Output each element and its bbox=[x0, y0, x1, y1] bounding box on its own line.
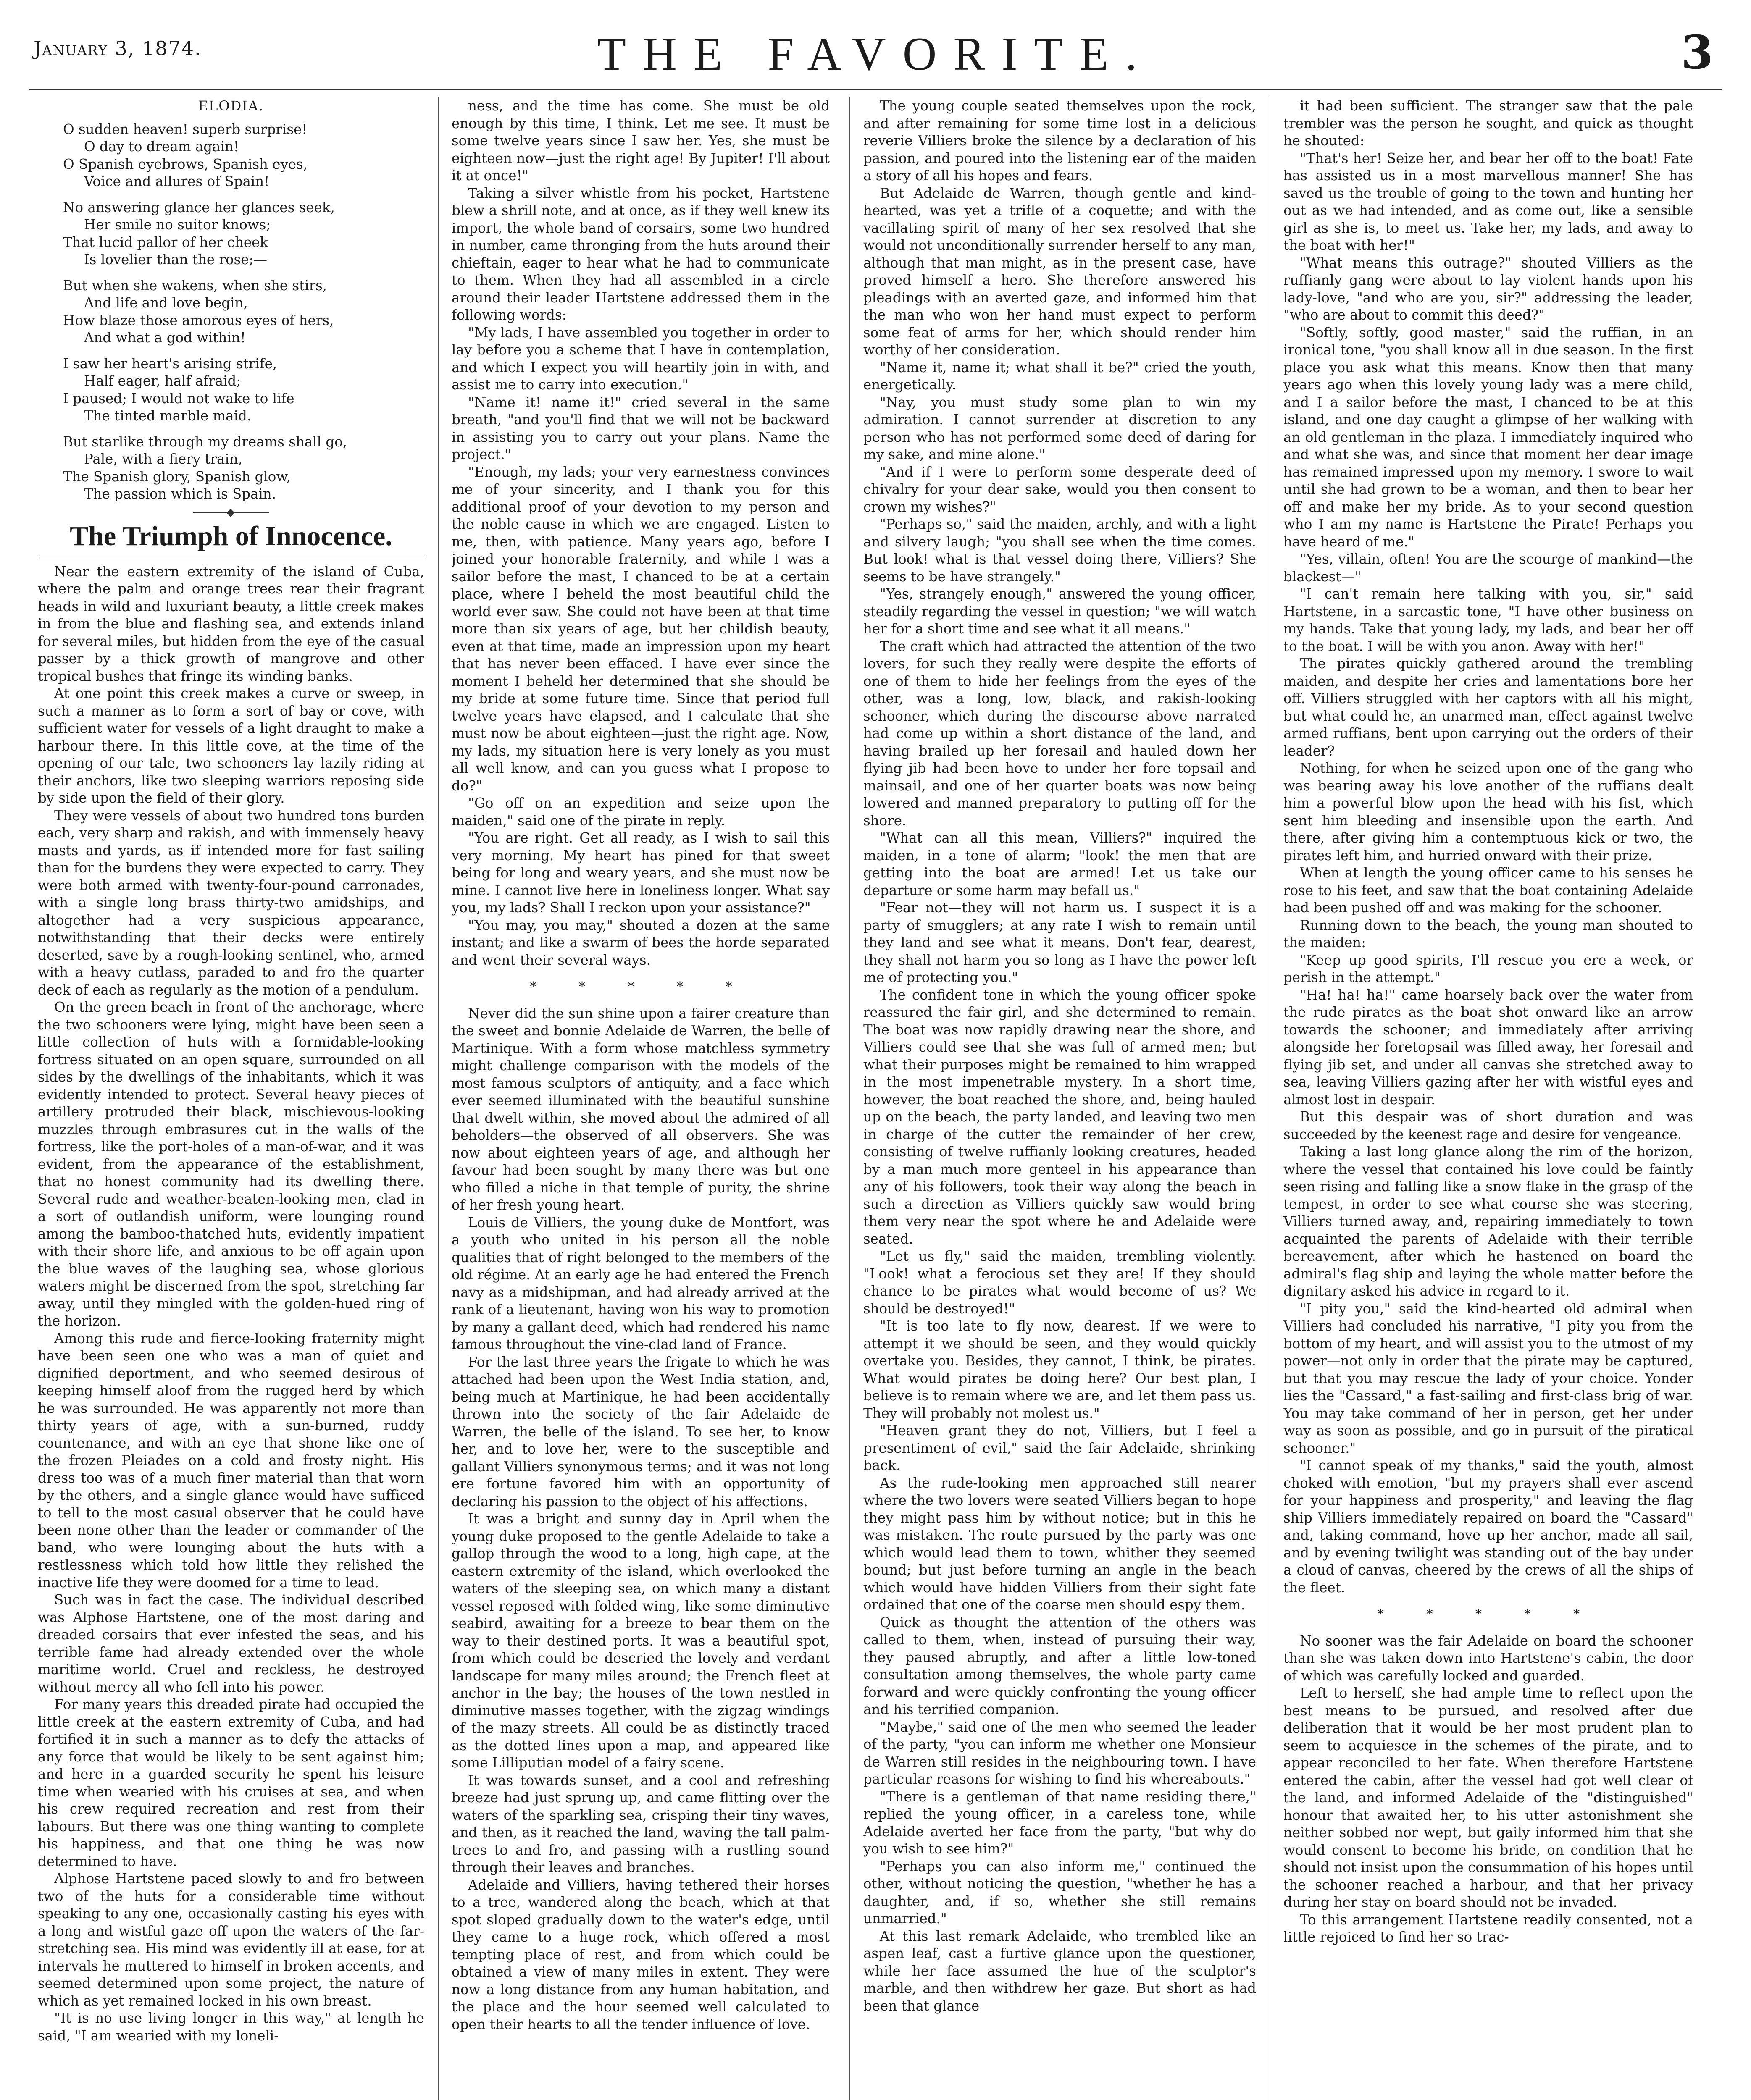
story-paragraph: "Name it! name it!" cried several in the same breath, "and you'll find that we will not be backward in assisting you to carry out your plans. Name the project." bbox=[452, 394, 830, 462]
column-2 bbox=[452, 97, 830, 2100]
story-paragraph: The young couple seated themselves upon the rock, and after remaining for some time lost in a delicious reverie Villiers broke the silence by a declaration of his passion, and poured into the listening ear of the maiden a story of all his hopes and fears. bbox=[863, 98, 1256, 184]
story-paragraph: "Maybe," said one of the men who seemed the leader of the party, "you can inform me whether one Monsieur de Warren still resides in the neighbouring town. I have particular reasons for wishing to find his whereabouts." bbox=[863, 1719, 1256, 1787]
poem-line: But when she wakens, when she stirs, bbox=[63, 277, 327, 294]
poem-line: And what a god within! bbox=[84, 330, 246, 346]
story-paragraph: "Nay, you must study some plan to win my admiration. I cannot surrender at discretion to any person who has not performed some deed of daring for my sake, and mine alone." bbox=[863, 394, 1256, 462]
story-paragraph: "Enough, my lads; your very earnestness convinces me of your sincerity, and I thank you for this additional proof of your devotion to my person and the noble cause in which we are engaged. Listen to me, then, with patience. Many years ago, before I joined your honorable fraternity, and while I was a sailor before the mast, I chanced to be at a certain place, where I beheld the most beautiful child the world ever saw. She could not have been at that time more than six years of age, but her childish beauty, even at that time, made an impression upon my heart that has never been effaced. I have ever since the moment I beheld her determined that she should be my bride at some future time. Since that period full twelve years have elapsed, and I calculate that she must now be about eighteen—just the right age. Now, my lads, my situation here is very lonely as you must all well know, and can you guess what I propose to do?" bbox=[452, 464, 830, 794]
story-paragraph: At one point this creek makes a curve or sweep, in such a manner as to form a sort of bay or cove, with sufficient water for vessels of a light draught to make a harbour there. In this little cove, at the time of the opening of our tale, two schooners lay lazily riding at their anchors, like two sleeping warriors reposing side by side upon the field of their glory. bbox=[38, 685, 424, 806]
story-paragraph: "Perhaps you can also inform me," continued the other, without noticing the question, "whether he has a daughter, and, if so, whether she still remains unmarried." bbox=[863, 1858, 1256, 1927]
poem-line: Half eager, half afraid; bbox=[84, 373, 241, 389]
section-break-stars: * * * * * bbox=[1377, 1607, 1599, 1622]
poem-line: I paused; I would not wake to life bbox=[63, 390, 294, 407]
poem-line: Pale, with a fiery train, bbox=[84, 451, 243, 467]
story-paragraph: Taking a last long glance along the rim of the horizon, where the vessel that contained his love could be faintly seen rising and falling like a snow flake in the grasp of the tempest, in order to see what course she was steering, Villiers turned away, and, repairing immediately to town acquainted the parents of Adelaide with their terrible bereavement, after which he hastened on board the admiral's flag ship and laying the whole matter before the dignitary asked his advice in regard to it. bbox=[1283, 1144, 1693, 1299]
story-paragraph: "There is a gentleman of that name residing there," replied the young officer, in a careless tone, while Adelaide averted her face from the party, "but why do you wish to see him?" bbox=[863, 1788, 1256, 1857]
story-paragraph: "Yes, villain, often! You are the scourge of mankind—the blackest—" bbox=[1283, 551, 1693, 585]
story-paragraph: Quick as thought the attention of the others was called to them, when, instead of pursuing their way, they paused abruptly, and after a little low-toned consultation among themselves, the whole party came forward and were quickly confronting the young officer and his terrified companion. bbox=[863, 1614, 1256, 1717]
story-paragraph: "That's her! Seize her, and bear her off to the boat! Fate has assisted us in a most marvellous manner! She has saved us the trouble of going to the town and hunting her out as we had intended, and as come out, like a sensible girl as she is, to meet us. Take her, my lads, and away to the boat with her!" bbox=[1283, 150, 1693, 253]
story-paragraph: The pirates quickly gathered around the trembling maiden, and despite her cries and lamentations bore her off. Villiers struggled with her captors with all his might, but what could he, an unarmed man, effect against twelve armed ruffians, bent upon carrying out the orders of their leader? bbox=[1283, 656, 1693, 759]
story-text-column-1 bbox=[38, 563, 424, 2045]
poem-line: No answering glance her glances seek, bbox=[63, 199, 335, 215]
story-paragraph: "It is too late to fly now, dearest. If we were to attempt it we should be seen, and they would quickly overtake you. Besides, they cannot, I think, be pirates. What would pirates be doing here? Our best plan, I believe is to remain where we are, and let them pass us. They will probably not molest us." bbox=[863, 1318, 1256, 1421]
section-divider bbox=[193, 512, 269, 513]
story-paragraph: ness, and the time has come. She must be old enough by this time, I think. Let me see. It must be some twelve years since I saw her. Yes, she must be eighteen now—just the right age! By Jupiter! I'll about it at once!" bbox=[452, 98, 830, 184]
story-paragraph: Taking a silver whistle from his pocket, Hartstene blew a shrill note, and at once, as if they well knew its import, the whole band of corsairs, some two hundred in number, came thronging from the huts around their chieftain, eager to hear what he had to communicate to them. When they had all assembled in a circle around their leader Hartstene addressed them in the following words: bbox=[452, 185, 830, 323]
poem-stanza bbox=[63, 199, 424, 269]
story-paragraph: "What can all this mean, Villiers?" inquired the maiden, in a tone of alarm; "look! the men that are getting into the boat are armed! Let us take our departure or some harm may befall us." bbox=[863, 830, 1256, 898]
story-paragraph: As the rude-looking men approached still nearer where the two lovers were seated Villiers began to hope they might pass him by without notice; but in this he was mistaken. The route pursued by the party was one which would lead them to town, whither they seemed bound; but just before turning an angle in the beach which would have hidden Villiers from their sight fate ordained that one of the coarse men should espy them. bbox=[863, 1475, 1256, 1613]
poem-stanza bbox=[63, 121, 424, 191]
poem-line: Is lovelier than the rose;— bbox=[84, 252, 267, 268]
story-paragraph: "I can't remain here talking with you, sir," said Hartstene, in a sarcastic tone, "I have other business on my hands. Take that young lady, my lads, and bear her off to the boat. I will be with you anon. Away with her!" bbox=[1283, 586, 1693, 654]
story-paragraph: No sooner was the fair Adelaide on board the schooner than she was taken down into Hartstene's cabin, the door of which was carefully locked and guarded. bbox=[1283, 1633, 1693, 1684]
poem-line: That lucid pallor of her cheek bbox=[63, 234, 268, 250]
poem-line: I saw her heart's arising strife, bbox=[63, 355, 277, 372]
story-paragraph: "What means this outrage?" shouted Villiers as the ruffianly gang were about to lay violent hands upon his lady-love, "and who are you, sir?" addressing the leader, "who are about to commit this deed?" bbox=[1283, 255, 1693, 323]
story-paragraph: At this last remark Adelaide, who trembled like an aspen leaf, cast a furtive glance upon the questioner, while her face assumed the hue of the sculptor's marble, and then withdrew her gaze. But short as had been that glance bbox=[863, 1928, 1256, 2014]
story-paragraph: "I cannot speak of my thanks," said the youth, almost choked with emotion, "but my prayers shall ever ascend for your happiness and prosperity," and leaving the flag ship Villiers immediately repaired on board the "Cassard" and, taking command, hove up her anchor, made all sail, and by evening twilight was standing out of the bay under a cloud of canvas, cheered by the crews of all the ships of the fleet. bbox=[1283, 1457, 1693, 1596]
masthead bbox=[34, 13, 1717, 84]
story-paragraph: Alphose Hartstene paced slowly to and fro between two of the huts for a considerable time without speaking to any one, occasionally casting his eyes with a long and wistful gaze off upon the waters of the far-stretching sea. His mind was evidently ill at ease, for at intervals he muttered to himself in broken accents, and seemed determined upon some project, the nature of which as yet remained locked in his own breast. bbox=[38, 1871, 424, 2009]
column-rule bbox=[438, 97, 439, 2100]
story-paragraph: To this arrangement Hartstene readily consented, not a little rejoiced to find her so trac- bbox=[1283, 1911, 1693, 1945]
issue-date: January 3, 1874. bbox=[34, 37, 202, 60]
poem-line: O day to dream again! bbox=[84, 139, 239, 155]
story-paragraph: It was towards sunset, and a cool and refreshing breeze had just sprung up, and came flitting over the waters of the sparkling sea, crisping their tiny waves, and then, as it reached the land, waving the tall palm-trees to and fro, and passing with a rustling sound through their leaves and branches. bbox=[452, 1772, 830, 1875]
story-paragraph: "Name it, name it; what shall it be?" cried the youth, energetically. bbox=[863, 359, 1256, 393]
story-paragraph: Louis de Villiers, the young duke de Montfort, was a youth who united in his person all the noble qualities that of right belonged to the members of the old régime. At an early age he had entered the French navy as a midshipman, and had already arrived at the rank of a lieutenant, having won his way to promotion by many a gallant deed, which had rendered his name famous throughout the vine-clad land of France. bbox=[452, 1214, 830, 1352]
column-4 bbox=[1283, 97, 1693, 2100]
story-paragraph: For many years this dreaded pirate had occupied the little creek at the eastern extremity of Cuba, and had fortified it in such a manner as to defy the attacks of any force that would be likely to be sent against him; and here in a guarded security he spent his leisure time when wearied with his cruises at sea, and when his crew required recreation and rest from their labours. But there was one thing wanting to complete his happiness, and that one thing he was now determined to have. bbox=[38, 1696, 424, 1869]
poem-stanza bbox=[63, 433, 424, 503]
story-paragraph: Never did the sun shine upon a fairer creature than the sweet and bonnie Adelaide de Warren, the belle of Martinique. With a form whose matchless symmetry might challenge comparison with the models of the most famous sculptors of antiquity, and a face which ever seemed illuminated with the beautiful sunshine that dwelt within, she moved about the admired of all beholders—the observed of all observers. She was now about eighteen years of age, and although her favour had been sought by many there was but one who filled a niche in that temple of purity, the shrine of her fresh young heart. bbox=[452, 1005, 830, 1213]
story-paragraph: "You may, you may," shouted a dozen at the same instant; and like a swarm of bees the horde separated and went their several ways. bbox=[452, 917, 830, 968]
poem-line: Voice and allures of Spain! bbox=[84, 173, 270, 189]
masthead-rule bbox=[29, 89, 1722, 90]
story-paragraph: "It is no use living longer in this way," at length he said, "I am wearied with my loneli- bbox=[38, 2010, 424, 2044]
story-paragraph: Such was in fact the case. The individual described was Alphose Hartstene, one of the most daring and dreaded corsairs that ever infested the seas, and his terrible fame had already extended over the whole maritime world. Cruel and reckless, he destroyed without mercy all who fell into his power. bbox=[38, 1592, 424, 1695]
story-paragraph: "My lads, I have assembled you together in order to lay before you a scheme that I have in contemplation, and which I expect you will heartily join in with, and assist me to carry into execution." bbox=[452, 324, 830, 393]
story-paragraph: But Adelaide de Warren, though gentle and kind-hearted, was yet a trifle of a coquette; and with the vacillating spirit of many of her sex resolved that she would not unconditionally surrender herself to any man, although that man might, as in the present case, have proved himself a hero. She therefore answered his pleadings with an averted gaze, and informed him that the man who won her hand must expect to perform some feat of arms for her, which should render him worthy of her consideration. bbox=[863, 185, 1256, 358]
story-paragraph: "You are right. Get all ready, as I wish to sail this very morning. My heart has pined for that sweet being for long and weary years, and she must now be mine. I cannot live here in loneliness longer. What say you, my lads? Shall I reckon upon your assistance?" bbox=[452, 830, 830, 916]
story-paragraph: Left to herself, she had ample time to reflect upon the best means to be pursued, and resolved after due deliberation that it would be her most prudent plan to seem to acquiesce in the schemes of the pirate, and to appear reconciled to her fate. When therefore Hartstene entered the cabin, after the vessel had got well clear of the land, and informed Adelaide of the "distinguished" honour that awaited her, to his utter astonishment she neither sobbed nor wept, but gaily informed him that she would consent to become his bride, on condition that he should not insist upon the consummation of his hopes until the schooner reached a harbour, and that her privacy during her stay on board should not be invaded. bbox=[1283, 1685, 1693, 1910]
story-paragraph: Nothing, for when he seized upon one of the gang who was bearing away his love another of the ruffians dealt him a powerful blow upon the head with his fist, which sent him bleeding and insensible upon the earth. And there, after giving him a contemptuous kick or two, the pirates left him, and hurried onward with their prize. bbox=[1283, 760, 1693, 864]
story-paragraph: "Perhaps so," said the maiden, archly, and with a light and silvery laugh; "you shall see when the time comes. But look! what is that vessel doing there, Villiers? She seems to be have strangely." bbox=[863, 516, 1256, 585]
poem-line: O Spanish eyebrows, Spanish eyes, bbox=[63, 156, 308, 172]
story-paragraph: On the green beach in front of the anchorage, where the two schooners were lying, might have been seen a little collection of huts with a formidable-looking fortress situated on an open square, surrounded on all sides by the dwellings of the inhabitants, which it was evidently intended to protect. Several heavy pieces of artillery protruded their black, mischievous-looking muzzles through embrasures cut in the walls of the fortress, like the port-holes of a man-of-war, and it was evident, from the appearance of the establishment, that no honest community had its dwelling there. Several rude and weather-beaten-looking men, clad in a sort of outlandish uniform, were lounging round among the bamboo-thatched huts, evidently impatient with their shore life, and anxious to be off again upon the blue waves of the laughing sea, whose glorious waters might be discerned from the spot, stretching far away, until they mingled with the golden-hued ring of the horizon. bbox=[38, 999, 424, 1329]
story-paragraph: "Let us fly," said the maiden, trembling violently. "Look! what a ferocious set they are! If they should chance to be pirates what would become of us? We should be destroyed!" bbox=[863, 1248, 1256, 1317]
page-number: 3 bbox=[1681, 25, 1713, 79]
poem-title: ELODIA. bbox=[198, 98, 264, 114]
poem-stanza bbox=[63, 355, 424, 425]
story-paragraph: The craft which had attracted the attention of the two lovers, for such they really were despite the efforts of one of them to hide her feelings from the eyes of the other, was a long, low, black, and rakish-looking schooner, which during the discourse above narrated had come up within a short distance of the land, and having brailed up her foresail and hauled down her flying jib had been hove to under her fore topsail and mainsail, and one of her quarter boats was now being lowered and manned preparatory to putting off for the shore. bbox=[863, 638, 1256, 829]
story-paragraph: "Fear not—they will not harm us. I suspect it is a party of smugglers; at any rate I wish to remain until they land and see what it means. Don't fear, dearest, they shall not harm you so long as I have the power left me of protecting you." bbox=[863, 900, 1256, 985]
column-1 bbox=[38, 97, 424, 2100]
poem-line: How blaze those amorous eyes of hers, bbox=[63, 312, 334, 328]
newspaper-title: THE FAVORITE. bbox=[597, 28, 1154, 80]
poem-line: The passion which is Spain. bbox=[84, 486, 276, 502]
column-3 bbox=[863, 97, 1256, 2100]
story-paragraph: "Yes, strangely enough," answered the young officer, steadily regarding the vessel in question; "we will watch her for a short time and see what it all means." bbox=[863, 586, 1256, 637]
poem-line: The tinted marble maid. bbox=[84, 408, 252, 424]
story-paragraph: "Keep up good spirits, I'll rescue you ere a week, or perish in the attempt." bbox=[1283, 952, 1693, 985]
poem-stanza bbox=[63, 277, 424, 347]
story-paragraph: "I pity you," said the kind-hearted old admiral when Villiers had concluded his narrative, "I pity you from the bottom of my heart, and will assist you to the utmost of my power—not only in order that the pirate may be captured, but that you may rescue the lady of your choice. Yonder lies the "Cassard," a fast-sailing and first-class brig of war. You may take command of her in person, get her under way as soon as possible, and go in pursuit of the piratical schooner." bbox=[1283, 1300, 1693, 1456]
story-paragraph: For the last three years the frigate to which he was attached had been upon the West India station, and, being much at Martinique, he had been accidentally thrown into the society of the fair Adelaide de Warren, the belle of the island. To see her, to know her, and to love her, were to the susceptible and gallant Villiers synonymous terms; and it was not long ere fortune favored him with an opportunity of declaring his passion to the object of his affections. bbox=[452, 1354, 830, 1509]
story-text-column-4 bbox=[1283, 97, 1693, 1946]
poem-line: O sudden heaven! superb surprise! bbox=[63, 121, 308, 137]
story-paragraph: But this despair was of short duration and was succeeded by the keenest rage and desire for vengeance. bbox=[1283, 1109, 1693, 1142]
section-break-stars: * * * * * bbox=[530, 979, 752, 994]
story-paragraph: "Softly, softly, good master," said the ruffian, in an ironical tone, "you shall know all in due season. In the first place you ask what this means. Know then that many years ago when this lovely young lady was a mere child, and I a sailor before the mast, I chanced to be at this island, and one day caught a glimpse of her walking with an old gentleman in the plaza. I immediately inquired who and what she was, and since that moment her dear image has remained impressed upon my memory. I swore to wait until she had grown to be a woman, and then to bear her off and make her my bride. As to your second question who I am my name is Hartstene the Pirate! Perhaps you have heard of me." bbox=[1283, 324, 1693, 550]
story-paragraph: They were vessels of about two hundred tons burden each, very sharp and rakish, and with immensely heavy masts and yards, as if intended more for fast sailing than for the burdens they were expected to carry. They were both armed with twenty-four-pound carronades, with a single long brass thirty-two amidships, and altogether had a very suspicious appearance, notwithstanding that their decks were entirely deserted, save by a rough-looking sentinel, who, armed with a heavy cutlass, paraded to and fro the quarter deck of each as regularly as the motion of a pendulum. bbox=[38, 807, 424, 998]
story-paragraph: "Ha! ha! ha!" came hoarsely back over the water from the rude pirates as the boat shot onward like an arrow towards the schooner; and immediately after arriving alongside her foretopsail was filled away, her foresail and flying jib set, and under all canvas she stretched away to sea, leaving Villiers gazing after her with wistful eyes and almost lost in despair. bbox=[1283, 987, 1693, 1108]
story-paragraph: it had been sufficient. The stranger saw that the pale trembler was the person he sought, and quick as thought he shouted: bbox=[1283, 98, 1693, 149]
story-paragraph: Near the eastern extremity of the island of Cuba, where the palm and orange trees rear their fragrant heads in wild and luxuriant beauty, a little creek makes in from the blue and flashing sea, and extends inland for several miles, but hidden from the eye of the casual passer by a thick growth of mangrove and other tropical bushes that fringe its winding banks. bbox=[38, 563, 424, 684]
poem-line: And life and love begin, bbox=[84, 295, 248, 311]
poem-line: The Spanish glory, Spanish glow, bbox=[63, 468, 291, 485]
column-rule bbox=[849, 97, 850, 2100]
story-text-column-2 bbox=[452, 97, 830, 2033]
story-paragraph: When at length the young officer came to his senses he rose to his feet, and saw that the boat containing Adelaide had been pushed off and was making for the schooner. bbox=[1283, 865, 1693, 916]
story-paragraph: Running down to the beach, the young man shouted to the maiden: bbox=[1283, 917, 1693, 950]
story-title: The Triumph of Innocence. bbox=[38, 520, 424, 558]
story-paragraph: Adelaide and Villiers, having tethered their horses to a tree, wandered along the beach, which at that spot sloped gradually down to the water's edge, until they came to a huge rock, which offered a most tempting place of rest, and from which could be obtained a view of many miles in extent. They were now a long distance from any human habitation, and the place and the hour seemed well calculated to open their hearts to all the tender influence of love. bbox=[452, 1877, 830, 2032]
story-paragraph: "And if I were to perform some desperate deed of chivalry for your dear sake, would you then consent to crown my wishes?" bbox=[863, 464, 1256, 515]
story-paragraph: The confident tone in which the young officer spoke reassured the fair girl, and she determined to remain. The boat was now rapidly drawing near the shore, and Villiers could see that she was full of armed men; but what their purposes might be remained to him wrapped in the most impenetrable mystery. In a short time, however, the boat reached the shore, and, being hauled up on the beach, the party landed, and leaving two men in charge of the cutter the remainder of her crew, consisting of twelve ruffianly looking creatures, headed by a man much more genteel in his appearance than any of his followers, took their way along the beach in such a direction as Villiers quickly saw would bring them very near the spot where he and Adelaide were seated. bbox=[863, 987, 1256, 1247]
story-paragraph: Among this rude and fierce-looking fraternity might have been seen one who was a man of quiet and dignified deportment, and who seemed desirous of keeping himself aloof from the rugged herd by which he was surrounded. He was apparently not more than thirty years of age, with a sun-burned, ruddy countenance, and with an eye that shone like one of the frozen Pleiades on a cold and frosty night. His dress too was of a much finer material than that worn by the others, and a single glance would have sufficed to tell to the most casual observer that he could have been none other than the leader or commander of the band, who were lounging about the huts with a restlessness which told how little they relished the inactive life they were doomed for a time to lead. bbox=[38, 1330, 424, 1591]
story-paragraph: It was a bright and sunny day in April when the young duke proposed to the gentle Adelaide to take a gallop through the wood to a long, high cape, at the eastern extremity of the island, which overlooked the waters of the sleeping sea, on which many a distant vessel reposed with folded wing, like some diminutive seabird, awaiting for a breeze to bear them on the way to their destined ports. It was a beautiful spot, from which could be descried the lovely and verdant landscape for many miles around; the French fleet at anchor in the bay; the houses of the town nestled in diminutive masses together, with the zigzag windings of the mazy streets. All could be as distinctly traced as the dotted lines upon a map, and appeared like some Lilliputian model of a fairy scene. bbox=[452, 1511, 830, 1771]
poem-line: Her smile no suitor knows; bbox=[84, 217, 271, 233]
story-paragraph: "Heaven grant they do not, Villiers, but I feel a presentiment of evil," said the fair Adelaide, shrinking back. bbox=[863, 1423, 1256, 1473]
poem-body bbox=[38, 121, 424, 503]
poem-line: But starlike through my dreams shall go, bbox=[63, 433, 347, 450]
story-paragraph: "Go off on an expedition and seize upon the maiden," said one of the pirate in reply. bbox=[452, 795, 830, 829]
story-text-column-3 bbox=[863, 97, 1256, 2015]
